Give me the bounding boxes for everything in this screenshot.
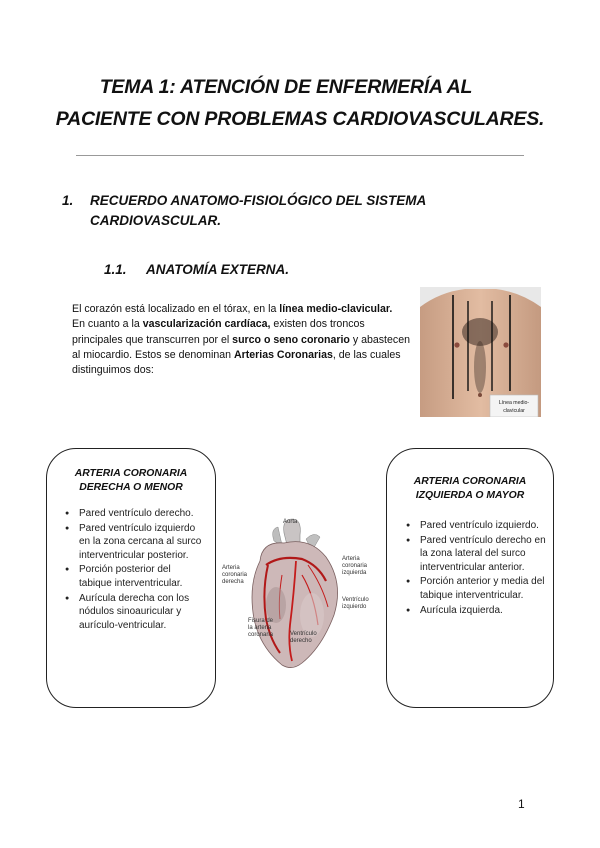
list-item: ● Porción posterior del tabique interventricular. — [79, 563, 203, 590]
page-number: 1 — [518, 797, 525, 811]
section-1-1-heading: ANATOMÍA EXTERNA. — [146, 262, 290, 277]
right-coronary-artery-box — [46, 448, 216, 708]
intro-text-5: , de las cuales distinguimos dos: — [72, 348, 401, 377]
left-coronary-artery-box — [386, 448, 554, 708]
list-item: ● Aurícula izquierda. — [420, 604, 546, 618]
intro-bold-1: línea medio-clavicular. — [279, 303, 393, 315]
right-coronary-list — [79, 507, 203, 632]
heart-label-left-coronary — [342, 556, 367, 577]
left-coronary-title-line-2: IZQUIERDA O MAYOR — [415, 490, 525, 501]
right-coronary-title-line-2: DERECHA O MENOR — [79, 482, 183, 493]
heart-label-text: la arteria — [248, 625, 272, 631]
intro-paragraph — [72, 302, 412, 378]
heart-label-left-ventricle — [342, 597, 369, 611]
intro-text-1: El corazón está localizado en el tórax, en la — [72, 303, 280, 315]
heart-label-text: izquierda — [342, 570, 367, 576]
page-title-line-1: TEMA 1: ATENCIÓN DE ENFERMERÍA AL — [99, 76, 473, 98]
list-item: ● Pared ventrículo izquierdo. — [420, 519, 546, 533]
list-item: ● Aurícula derecha con los nódulos sinoauricular y aurículo-ventricular. — [79, 592, 203, 633]
section-1-heading-line-1: RECUERDO ANATOMO-FISIOLÓGICO DEL SISTEMA — [90, 193, 427, 208]
heart-label-text: Ventrículo — [290, 631, 317, 637]
intro-text-2: En cuanto a la — [72, 318, 143, 331]
left-coronary-title-line-1: ARTERIA CORONARIA — [413, 476, 527, 487]
heart-label-text: coronaria — [248, 632, 274, 638]
intro-text-3: existen dos troncos principales que transcurren por el — [72, 318, 365, 346]
list-item: ● Pared ventrículo derecho. — [79, 507, 203, 521]
section-1-1-number: 1.1. — [104, 262, 127, 277]
list-item: ● Pared ventrículo derecho en la zona lateral del surco interventricular anterior. — [420, 534, 546, 575]
heart-label-text: derecho — [290, 638, 312, 644]
heart-label-right-ventricle — [290, 631, 317, 645]
section-1-number: 1. — [62, 193, 74, 208]
right-coronary-title-line-1: ARTERIA CORONARIA — [74, 468, 188, 479]
heart-label-aorta: Aorta — [283, 519, 298, 525]
heart-illustration — [222, 515, 362, 680]
heart-label-fissure — [248, 618, 273, 639]
intro-bold-2: vascularización cardíaca, — [142, 318, 271, 331]
heart-label-text: Arteria — [222, 565, 240, 571]
title-divider — [76, 155, 524, 156]
heart-label-right-coronary — [222, 565, 247, 586]
photo-caption-line-2: clavicular — [503, 408, 525, 414]
left-coronary-title — [387, 475, 553, 503]
heart-label-text: coronaria — [222, 572, 248, 578]
list-item: ● Pared ventrículo izquierdo en la zona cercana al surco interventricular posterior. — [79, 522, 203, 563]
heart-label-text: Fisura de — [248, 618, 274, 624]
list-item: ● Porción anterior y media del tabique interventricular. — [420, 575, 546, 602]
chest-photo — [420, 287, 541, 417]
heart-label-text: coronaria — [342, 563, 368, 569]
page-title-line-2: PACIENTE CON PROBLEMAS CARDIOVASCULARES. — [55, 108, 545, 130]
intro-bold-3: surco o seno coronario — [232, 333, 350, 346]
heart-label-text: Ventrículo — [342, 597, 369, 603]
section-1-heading-line-2: CARDIOVASCULAR. — [90, 213, 221, 228]
intro-text-4: y abastecen al miocardio. Estos se denominan — [72, 333, 410, 361]
right-coronary-title — [47, 467, 215, 495]
intro-bold-4: Arterias Coronarias — [233, 348, 333, 361]
heart-label-text: Arteria — [342, 556, 360, 562]
heart-label-text: izquierdo — [342, 604, 367, 610]
left-coronary-list — [420, 519, 546, 617]
photo-caption-line-1: Línea medio- — [498, 400, 530, 406]
heart-label-text: derecha — [222, 579, 244, 585]
